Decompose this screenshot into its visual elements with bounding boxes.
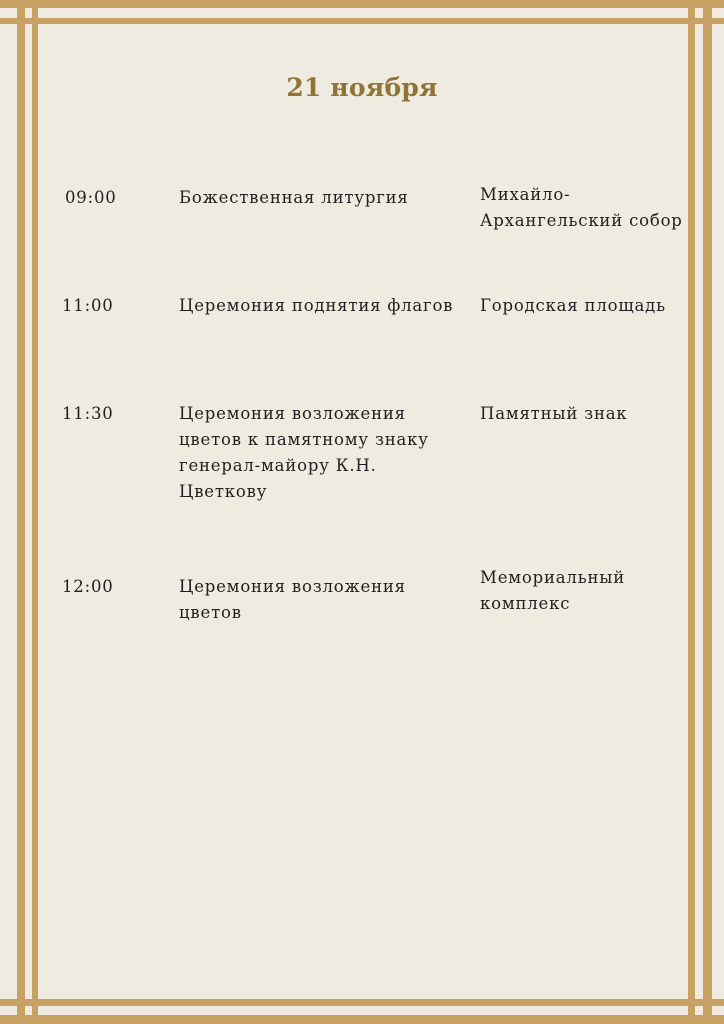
frame-left-inner bbox=[32, 0, 38, 1024]
frame-top-outer bbox=[0, 0, 724, 8]
schedule-event: Божественная литургия bbox=[179, 188, 409, 207]
schedule-time: 12:00 bbox=[62, 577, 114, 596]
schedule-place: Михайло- Архангельский собор bbox=[480, 185, 683, 230]
frame-bottom-inner bbox=[0, 999, 724, 1006]
schedule-time: 09:00 bbox=[65, 188, 117, 207]
frame-right-inner bbox=[688, 0, 695, 1024]
schedule-event: Церемония возложения цветов bbox=[179, 577, 406, 622]
schedule-place: Мемориальный комплекс bbox=[480, 568, 626, 613]
frame-top-inner bbox=[0, 18, 724, 24]
schedule-event: Церемония возложения цветов к памятному знаку генерал-майору К.Н. Цветкову bbox=[179, 404, 429, 501]
schedule-time: 11:00 bbox=[62, 296, 114, 315]
schedule-place: Памятный знак bbox=[480, 404, 628, 423]
frame-right-outer bbox=[703, 0, 712, 1024]
frame-left-outer bbox=[17, 0, 25, 1024]
schedule-place: Городская площадь bbox=[480, 296, 666, 315]
schedule-time: 11:30 bbox=[62, 404, 114, 423]
frame-bottom-outer bbox=[0, 1015, 724, 1024]
schedule-event: Церемония поднятия флагов bbox=[179, 296, 454, 315]
page-title: 21 ноября bbox=[286, 73, 438, 102]
